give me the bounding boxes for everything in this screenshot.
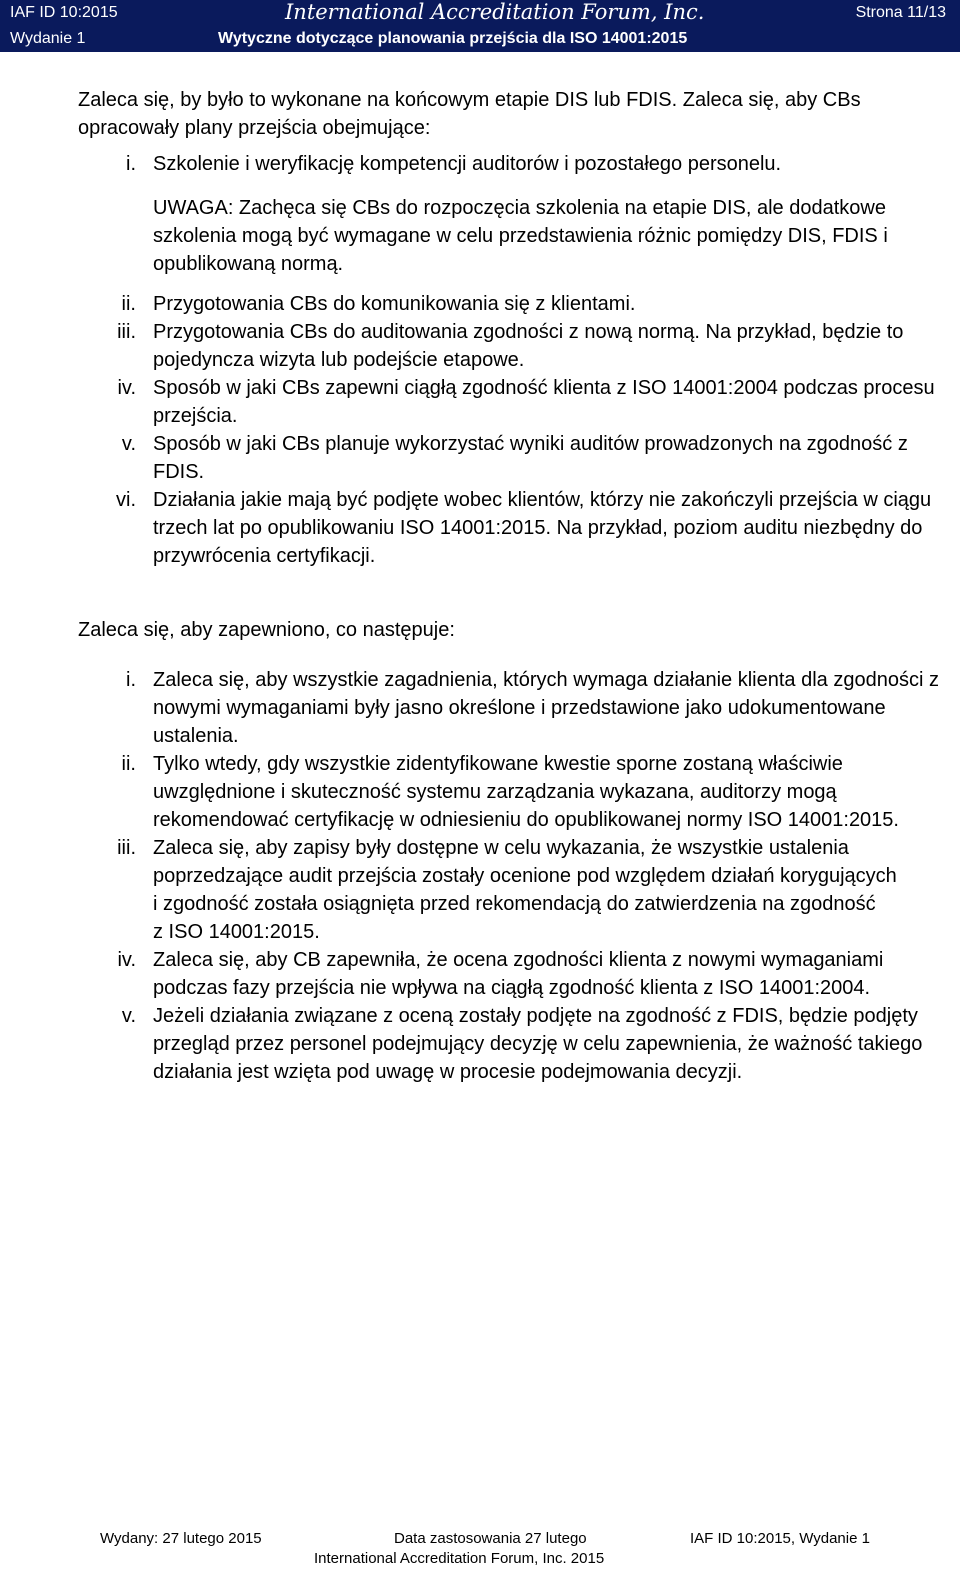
list-text-line: i zgodność została osiągnięta przed rekomendacją do zatwierdzenia na zgodność (153, 893, 876, 915)
list-text: Sposób w jaki CBs planuje wykorzystać wyniki auditów prowadzonych na zgodność z FDIS. (153, 433, 908, 483)
list-item (78, 318, 948, 374)
note-paragraph: UWAGA: Zachęca się CBs do rozpoczęcia szkolenia na etapie DIS, ale dodatkowe szkolenia mogą być wymagane w celu przedstawienia różnic pomiędzy DIS, FDIS i opublikowaną normą. (153, 197, 888, 275)
edition-label: Wydanie 1 (10, 30, 86, 47)
list-text: Jeżeli działania związane z oceną zostały podjęte na zgodność z FDIS, będzie podjęty przegląd przez personel podejmujący decyzję w celu zapewnienia, że ważność takiego działania jest wzięta pod uwagę w procesie podejmowania decyzji. (153, 1005, 923, 1083)
footer-doc-id: IAF ID 10:2015, Wydanie 1 (690, 1530, 870, 1547)
list-item (78, 666, 948, 750)
list-item (78, 290, 948, 318)
doc-id: IAF ID 10:2015 (10, 4, 118, 21)
organization-name: International Accreditation Forum, Inc. (285, 0, 705, 24)
application-date: Data zastosowania 27 lutego (394, 1530, 587, 1547)
list-number: v. (121, 433, 136, 455)
assurance-list (78, 666, 948, 1086)
page-header (0, 0, 960, 52)
list-text: Działania jakie mają być podjęte wobec klientów, którzy nie zakończyli przejścia w ciągu trzech lat po opublikowaniu ISO 14001:2015. Na przykład, poziom auditu niezbędny do przywrócenia certyfikacji. (153, 489, 932, 567)
list-number: vi. (116, 489, 136, 511)
list-text: Zaleca się, aby CB zapewniła, że ocena zgodności klienta z nowymi wymaganiami podczas fazy przejścia nie wpływa na ciągłą zgodność klienta z ISO 14001:2004. (153, 949, 884, 999)
list-text: Przygotowania CBs do auditowania zgodności z nową normą. Na przykład, będzie to pojedyncza wizyta lub podejście etapowe. (153, 321, 904, 371)
list-item (78, 430, 948, 486)
issued-date: Wydany: 27 lutego 2015 (100, 1530, 262, 1547)
copyright-notice: International Accreditation Forum, Inc. 2015 (314, 1550, 605, 1567)
document-subtitle: Wytyczne dotyczące planowania przejścia dla ISO 14001:2015 (218, 30, 688, 47)
transition-plan-list (78, 150, 948, 178)
list-number: i. (126, 153, 136, 175)
intro-paragraph: Zaleca się, by było to wykonane na końcowym etapie DIS lub FDIS. Zaleca się, aby CBs opracowały plany przejścia obejmujące: (78, 89, 861, 139)
list-text: Szkolenie i weryfikację kompetencji auditorów i pozostałego personelu. (153, 153, 782, 175)
list-text: Tylko wtedy, gdy wszystkie zidentyfikowane kwestie sporne zostaną właściwie uwzględnione i skuteczność systemu zarządzania wykazana, auditorzy mogą rekomendować certyfikację w odniesieniu do opublikowanej normy ISO 14001:2015. (153, 753, 899, 831)
list-number: v. (121, 1005, 136, 1027)
list-item (78, 1002, 948, 1086)
list-item (78, 946, 948, 1002)
list-item (78, 486, 948, 570)
list-item (78, 834, 948, 946)
document-body (78, 86, 948, 1086)
list-number: iv. (117, 949, 136, 971)
list-text-line: z ISO 14001:2015. (153, 921, 320, 943)
list-item (78, 750, 948, 834)
list-item (78, 150, 948, 178)
page-number: Strona 11/13 (855, 4, 946, 21)
list-number: ii. (121, 293, 136, 315)
transition-plan-list-cont (78, 290, 948, 570)
list-number: iv. (117, 377, 136, 399)
list-text: Sposób w jaki CBs zapewni ciągłą zgodność klienta z ISO 14001:2004 podczas procesu przejścia. (153, 377, 935, 427)
section-heading: Zaleca się, aby zapewniono, co następuje: (78, 619, 455, 641)
list-number: i. (126, 669, 136, 691)
list-number: iii. (117, 321, 136, 343)
list-number: iii. (117, 837, 136, 859)
list-text: Zaleca się, aby wszystkie zagadnienia, których wymaga działanie klienta dla zgodności z nowymi wymaganiami były jasno określone i przedstawione jako udokumentowane ustalenia. (153, 669, 939, 747)
list-item (78, 374, 948, 430)
list-text: Przygotowania CBs do komunikowania się z klientami. (153, 293, 636, 315)
list-number: ii. (121, 753, 136, 775)
list-text-line: Zaleca się, aby zapisy były dostępne w celu wykazania, że wszystkie ustalenia poprzedzające audit przejścia zostały ocenione pod względem działań korygujących (153, 837, 897, 887)
